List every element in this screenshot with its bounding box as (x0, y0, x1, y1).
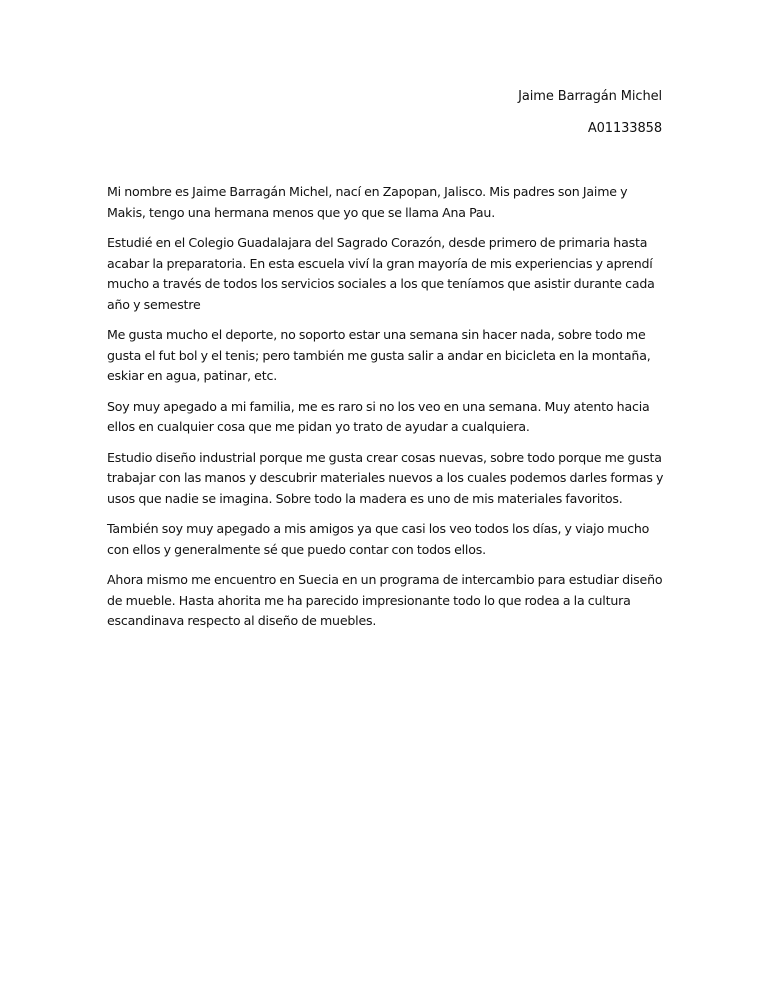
paragraph-school: Estudié en el Colegio Guadalajara del Sagrado Corazón, desde primero de primaria hasta acabar la preparatoria. En esta escuela viví la gran mayoría de mis experiencias y aprendí mucho a través de todos los servicios sociales a los que teníamos que asistir durante cada año y semestre (107, 235, 655, 312)
paragraph-friends: También soy muy apegado a mis amigos ya que casi los veo todos los días, y viajo mucho con ellos y generalmente sé que puedo contar con todos ellos. (107, 521, 650, 557)
student-id: A01133858 (587, 121, 662, 136)
author-header (518, 88, 662, 138)
document-body (107, 182, 667, 642)
paragraph-family: Soy muy apegado a mi familia, me es raro si no los veo en una semana. Muy atento hacia ellos en cualquier cosa que me pidan yo trato de ayudar a cualquiera. (107, 398, 650, 434)
paragraph-studies: Estudio diseño industrial porque me gusta crear cosas nuevas, sobre todo porque me gusta trabajar con las manos y descubrir materiales nuevos a los cuales podemos darles formas y usos que nadie se imagina. Sobre todo la madera es uno de mis materiales favoritos. (107, 449, 664, 506)
paragraph-sports: Me gusta mucho el deporte, no soporto estar una semana sin hacer nada, sobre todo me gusta el fut bol y el tenis; pero también me gusta salir a andar en bicicleta en la montaña, eskiar en agua, patinar, etc. (107, 327, 651, 383)
author-name: Jaime Barragán Michel (518, 89, 662, 104)
paragraph-intro: Mi nombre es Jaime Barragán Michel, nací en Zapopan, Jalisco. Mis padres son Jaime y Makis, tengo una hermana menos que yo que se llama Ana Pau. (107, 184, 628, 220)
paragraph-exchange: Ahora mismo me encuentro en Suecia en un programa de intercambio para estudiar diseño de mueble. Hasta ahorita me ha parecido impresionante todo lo que rodea a la cultura escandinava respecto al diseño de muebles. (107, 572, 663, 628)
